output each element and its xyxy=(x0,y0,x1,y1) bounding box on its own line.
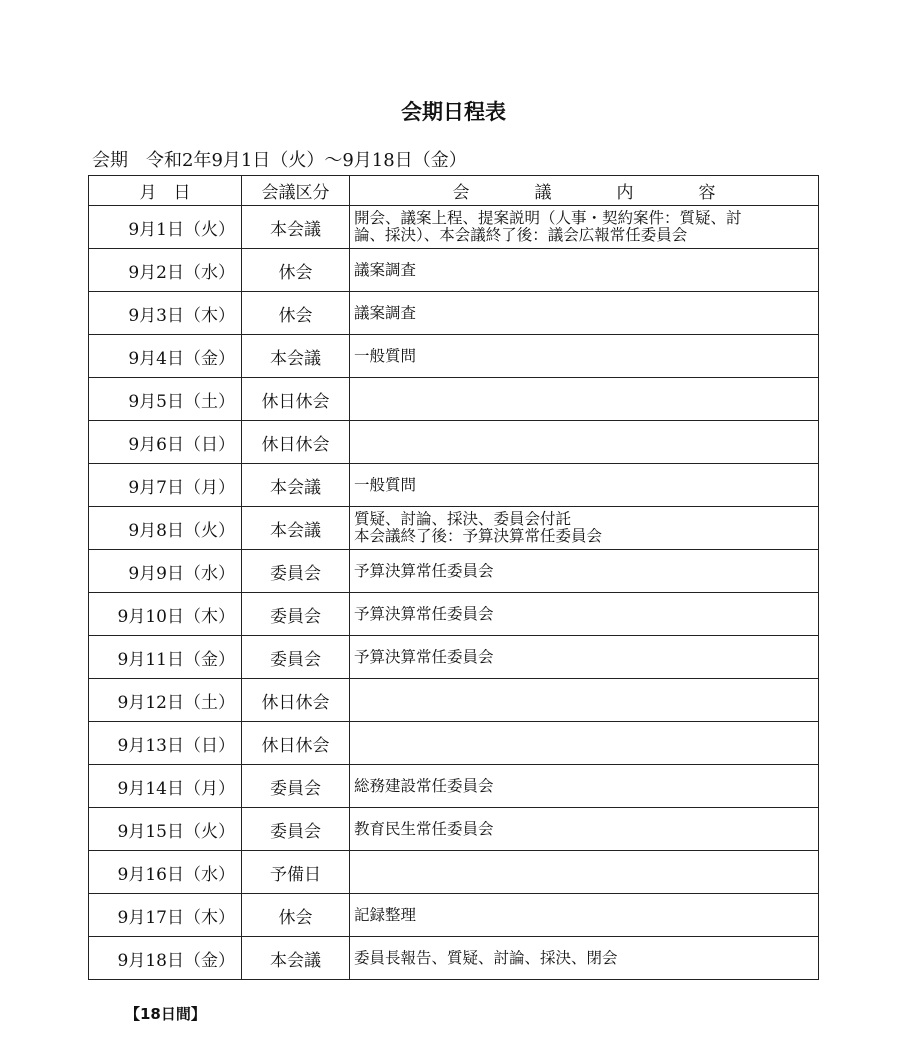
row-date: 9月3日（木） xyxy=(89,292,242,335)
table-row xyxy=(89,507,819,550)
content-line: 予算決算常任委員会 xyxy=(354,604,494,623)
content-line: 議案調査 xyxy=(354,303,417,322)
content-line: 一般質問 xyxy=(354,346,417,365)
row-content xyxy=(350,808,819,851)
table-row xyxy=(89,335,819,378)
row-content xyxy=(350,421,819,464)
content-line: 予算決算常任委員会 xyxy=(354,561,494,580)
row-meeting-type: 委員会 xyxy=(242,636,350,679)
row-meeting-type: 休会 xyxy=(242,292,350,335)
row-date: 9月8日（火） xyxy=(89,507,242,550)
table-row xyxy=(89,894,819,937)
row-content xyxy=(350,593,819,636)
row-meeting-type: 休日休会 xyxy=(242,679,350,722)
row-date: 9月5日（土） xyxy=(89,378,242,421)
row-date: 9月16日（水） xyxy=(89,851,242,894)
row-content xyxy=(350,937,819,980)
row-date: 9月12日（土） xyxy=(89,679,242,722)
row-meeting-type: 休日休会 xyxy=(242,722,350,765)
row-meeting-type: 本会議 xyxy=(242,464,350,507)
header-meeting-content: 会 議 内 容 xyxy=(350,176,819,206)
row-meeting-type: 本会議 xyxy=(242,206,350,249)
table-row xyxy=(89,679,819,722)
table-row xyxy=(89,249,819,292)
table-row xyxy=(89,378,819,421)
content-line: 総務建設常任委員会 xyxy=(354,776,494,795)
content-line: 本会議終了後：予算決算常任委員会 xyxy=(354,527,603,545)
row-meeting-type: 予備日 xyxy=(242,851,350,894)
row-content xyxy=(350,378,819,421)
row-content xyxy=(350,722,819,765)
table-row xyxy=(89,636,819,679)
row-content xyxy=(350,507,819,550)
content-line: 議案調査 xyxy=(354,260,417,279)
row-content xyxy=(350,851,819,894)
content-line: 教育民生常任委員会 xyxy=(354,819,494,838)
row-meeting-type: 休会 xyxy=(242,249,350,292)
total-days: 【18日間】 xyxy=(125,1005,206,1023)
row-content xyxy=(350,550,819,593)
content-line: 一般質問 xyxy=(354,475,417,494)
row-date: 9月11日（金） xyxy=(89,636,242,679)
table-row xyxy=(89,292,819,335)
row-content xyxy=(350,894,819,937)
row-meeting-type: 休日休会 xyxy=(242,378,350,421)
row-meeting-type: 委員会 xyxy=(242,550,350,593)
row-date: 9月17日（木） xyxy=(89,894,242,937)
table-row xyxy=(89,593,819,636)
row-date: 9月6日（日） xyxy=(89,421,242,464)
page-title: 会期日程表 xyxy=(401,100,506,124)
table-row xyxy=(89,464,819,507)
table-row xyxy=(89,206,819,249)
table-row xyxy=(89,421,819,464)
table-row xyxy=(89,765,819,808)
row-date: 9月2日（水） xyxy=(89,249,242,292)
row-date: 9月14日（月） xyxy=(89,765,242,808)
row-date: 9月1日（火） xyxy=(89,206,242,249)
row-content xyxy=(350,765,819,808)
header-date: 月 日 xyxy=(89,176,242,206)
table-row xyxy=(89,722,819,765)
row-date: 9月4日（金） xyxy=(89,335,242,378)
row-meeting-type: 委員会 xyxy=(242,808,350,851)
content-line: 記録整理 xyxy=(354,905,417,924)
row-meeting-type: 休日休会 xyxy=(242,421,350,464)
schedule-table xyxy=(88,175,819,980)
row-meeting-type: 本会議 xyxy=(242,507,350,550)
row-date: 9月18日（金） xyxy=(89,937,242,980)
table-row xyxy=(89,808,819,851)
row-date: 9月15日（火） xyxy=(89,808,242,851)
row-content xyxy=(350,679,819,722)
content-line: 委員長報告、質疑、討論、採決、閉会 xyxy=(354,948,618,967)
content-line: 予算決算常任委員会 xyxy=(354,647,494,666)
row-meeting-type: 本会議 xyxy=(242,335,350,378)
content-line: 開会、議案上程、提案説明（人事・契約案件：質疑、討 xyxy=(354,209,742,227)
row-meeting-type: 休会 xyxy=(242,894,350,937)
row-date: 9月7日（月） xyxy=(89,464,242,507)
row-content xyxy=(350,636,819,679)
table-row xyxy=(89,937,819,980)
row-date: 9月10日（木） xyxy=(89,593,242,636)
table-row xyxy=(89,851,819,894)
row-content xyxy=(350,335,819,378)
row-date: 9月13日（日） xyxy=(89,722,242,765)
row-meeting-type: 委員会 xyxy=(242,765,350,808)
session-period: 会期 令和2年9月1日（火）～9月18日（金） xyxy=(92,150,467,171)
content-line: 質疑、討論、採決、委員会付託 xyxy=(354,510,572,528)
row-content xyxy=(350,292,819,335)
row-date: 9月9日（水） xyxy=(89,550,242,593)
row-content xyxy=(350,249,819,292)
row-meeting-type: 本会議 xyxy=(242,937,350,980)
content-line: 論、採決）、本会議終了後：議会広報常任委員会 xyxy=(354,226,688,244)
row-content xyxy=(350,464,819,507)
row-content xyxy=(350,206,819,249)
table-row xyxy=(89,550,819,593)
row-meeting-type: 委員会 xyxy=(242,593,350,636)
header-meeting-type: 会議区分 xyxy=(242,176,350,206)
table-header-row xyxy=(89,176,819,206)
